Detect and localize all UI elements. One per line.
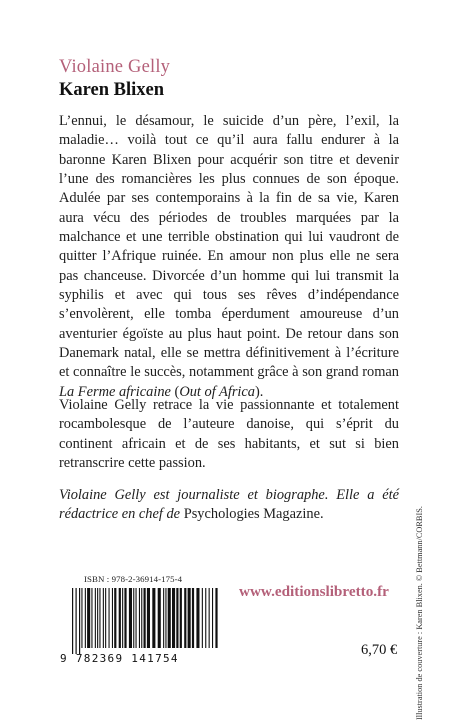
barcode-icon [70, 588, 222, 654]
author-name: Violaine Gelly [59, 57, 171, 77]
author-bio [59, 486, 399, 525]
novel-title: La Ferme africaine [59, 383, 171, 400]
synopsis-text: L’ennui, le désamour, le suicide d’un père, l’exil, la maladie… voilà tout ce qu’il aura fallu endurer à la baronne Karen Blixen pour acquérir son titre et devenir l’une des romancières les plus connues de son époque. Adulée par ses contemporains à la fin de sa vie, Karen aura vécu des périodes de troubles marquées par la malchance et une terrible obstination qui lui vaudront de quitter l’Afrique ruinée. En amour non plus elle ne sera pas chanceuse. Divorcée d’un homme qui lui transmit la syphilis et avec qui tous ses rêves d’indépendance s’envolèrent, elle tomba éperdument amoureuse d’un aventurier égoïste au plus haut point. De retour dans son Danemark natal, elle se mettra définitivement à l’écriture et connaître le succès, notamment grâce à son grand roman [59, 113, 399, 381]
barcode-digits: 9 782369 141754 [60, 652, 179, 665]
barcode-block [60, 570, 232, 670]
synopsis-paragraph-2: Violaine Gelly retrace la vie passionnante et totalement rocambolesque de l’auteure danoise, qui s’éprit du continent africain et de ses habitants, et sut si bien retranscrire cette passion. [59, 397, 399, 472]
cover-credit: Illustration de couverture : Karen Blixen. © Bettmann/CORBIS. [415, 506, 424, 720]
bio-text: Violaine Gelly est journaliste et biographe. Elle a été rédactrice en chef de [59, 487, 399, 523]
magazine-name: Psychologies Magazine [183, 506, 320, 523]
isbn-label: ISBN : 978-2-36914-175-4 [84, 574, 183, 584]
synopsis-paragraph: L’ennui, le désamour, le suicide d’un père, l’exil, la maladie… voilà tout ce qu’il aura fallu endurer à la baronne Karen Blixen pour acquérir son titre et devenir l’une des romancières les plus connues de son époque. Adulée par ses contemporains à la fin de sa vie, Karen aura vécu des périodes de troubles marquées par la malchance et une terrible obstination qui lui vaudront de quitter l’Afrique ruinée. En amour non plus elle ne sera pas chanceuse. Divorcée d’un homme qui lui transmit la syphilis et avec qui tous ses rêves d’indépendance s’envolèrent, elle tomba éperdument amoureuse d’un aventurier égoïste au plus haut point. De retour dans son Danemark natal, elle se mettra définitivement à l’écriture et connaître le succès, notamment grâce à son grand roman La Ferme africaine (Out of Africa). [59, 113, 399, 400]
novel-english-title: Out of Africa [179, 383, 255, 400]
price: 6,70 € [361, 642, 398, 658]
bio-end: . [319, 506, 324, 523]
book-title: Karen Blixen [59, 80, 165, 100]
publisher-website[interactable]: www.editionslibretto.fr [239, 583, 389, 600]
